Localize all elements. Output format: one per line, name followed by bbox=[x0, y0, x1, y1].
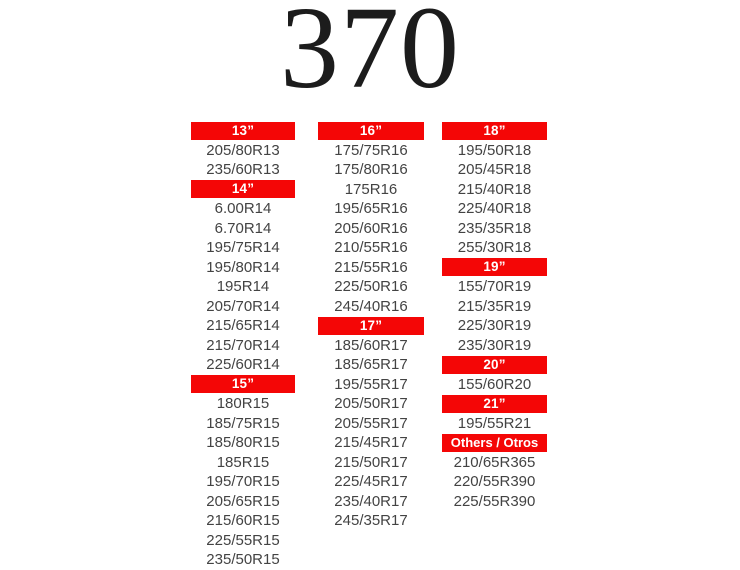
size-column-18-plus bbox=[442, 121, 547, 511]
tire-size: 195/50R18 bbox=[457, 141, 532, 159]
tire-size: 235/50R15 bbox=[206, 551, 280, 568]
tire-size: 205/55R17 bbox=[334, 414, 408, 432]
size-group-header: 18” bbox=[442, 122, 547, 140]
tire-size: 195/75R14 bbox=[206, 239, 280, 256]
tire-size: 225/55R15 bbox=[206, 531, 280, 549]
tire-size: 225/60R14 bbox=[206, 356, 280, 373]
tire-size: 185R15 bbox=[216, 453, 270, 471]
tire-size: 155/70R19 bbox=[457, 278, 532, 295]
tire-size: 6.70R14 bbox=[214, 219, 272, 237]
tire-size: 185/65R17 bbox=[334, 356, 408, 373]
size-group-header: 13” bbox=[191, 122, 295, 140]
tire-size: 195/80R14 bbox=[206, 258, 280, 276]
size-group-header: 15” bbox=[191, 375, 295, 393]
size-column-13-to-15 bbox=[191, 121, 295, 570]
tire-size: 185/60R17 bbox=[334, 336, 408, 354]
size-group-header: 19” bbox=[442, 258, 547, 276]
tire-size: 225/45R17 bbox=[334, 473, 408, 490]
tire-size: 175R16 bbox=[344, 180, 398, 198]
tire-size: 195/70R15 bbox=[206, 473, 280, 490]
tire-size: 215/65R14 bbox=[206, 317, 280, 334]
tire-size: 225/50R16 bbox=[334, 278, 408, 295]
tire-size: 185/75R15 bbox=[206, 414, 280, 432]
size-group-header: 16” bbox=[318, 122, 424, 140]
tire-size: 195R14 bbox=[216, 278, 270, 295]
tire-size: 235/60R13 bbox=[206, 161, 280, 178]
size-group-header: 14” bbox=[191, 180, 295, 198]
tire-size: 175/75R16 bbox=[334, 141, 408, 159]
tire-size: 195/65R16 bbox=[334, 200, 408, 217]
size-group-header: 17” bbox=[318, 317, 424, 335]
tire-size: 195/55R17 bbox=[334, 375, 408, 393]
tire-size: 6.00R14 bbox=[214, 200, 272, 217]
tire-size: 185/80R15 bbox=[206, 434, 280, 451]
tire-size: 225/30R19 bbox=[457, 317, 532, 334]
tire-size: 215/70R14 bbox=[206, 336, 280, 354]
tire-size: 215/55R16 bbox=[334, 258, 408, 276]
tire-size: 245/35R17 bbox=[334, 512, 408, 529]
size-group-header: 21” bbox=[442, 395, 547, 413]
tire-size: 215/40R18 bbox=[457, 180, 532, 198]
tire-size: 255/30R18 bbox=[457, 239, 532, 256]
tire-size: 180R15 bbox=[216, 395, 270, 412]
tire-size: 175/80R16 bbox=[334, 161, 408, 178]
tire-size: 235/30R19 bbox=[457, 336, 532, 354]
tire-size: 215/35R19 bbox=[457, 297, 532, 315]
tire-size: 205/50R17 bbox=[334, 395, 408, 412]
tire-size: 205/70R14 bbox=[206, 297, 280, 315]
tire-size: 215/45R17 bbox=[334, 434, 408, 451]
tire-size: 215/50R17 bbox=[334, 453, 408, 471]
tire-size: 235/40R17 bbox=[334, 492, 408, 510]
tire-size: 215/60R15 bbox=[206, 512, 280, 529]
tire-size: 235/35R18 bbox=[457, 219, 532, 237]
size-group-header: Others / Otros bbox=[442, 434, 547, 452]
tire-size: 205/80R13 bbox=[206, 141, 280, 159]
tire-size: 210/55R16 bbox=[334, 239, 408, 256]
page-title: 370 bbox=[280, 0, 460, 113]
tire-size: 155/60R20 bbox=[457, 375, 532, 393]
tire-size: 195/55R21 bbox=[457, 414, 532, 432]
tire-size: 205/45R18 bbox=[457, 161, 532, 178]
size-column-16-to-17 bbox=[318, 121, 424, 531]
tire-size: 220/55R390 bbox=[453, 473, 536, 490]
tire-size: 245/40R16 bbox=[334, 297, 408, 315]
tire-size: 225/40R18 bbox=[457, 200, 532, 217]
tire-size: 205/60R16 bbox=[334, 219, 408, 237]
tire-size: 205/65R15 bbox=[206, 492, 280, 510]
tire-size: 210/65R365 bbox=[453, 453, 536, 471]
size-group-header: 20” bbox=[442, 356, 547, 374]
tire-size: 225/55R390 bbox=[453, 492, 536, 510]
